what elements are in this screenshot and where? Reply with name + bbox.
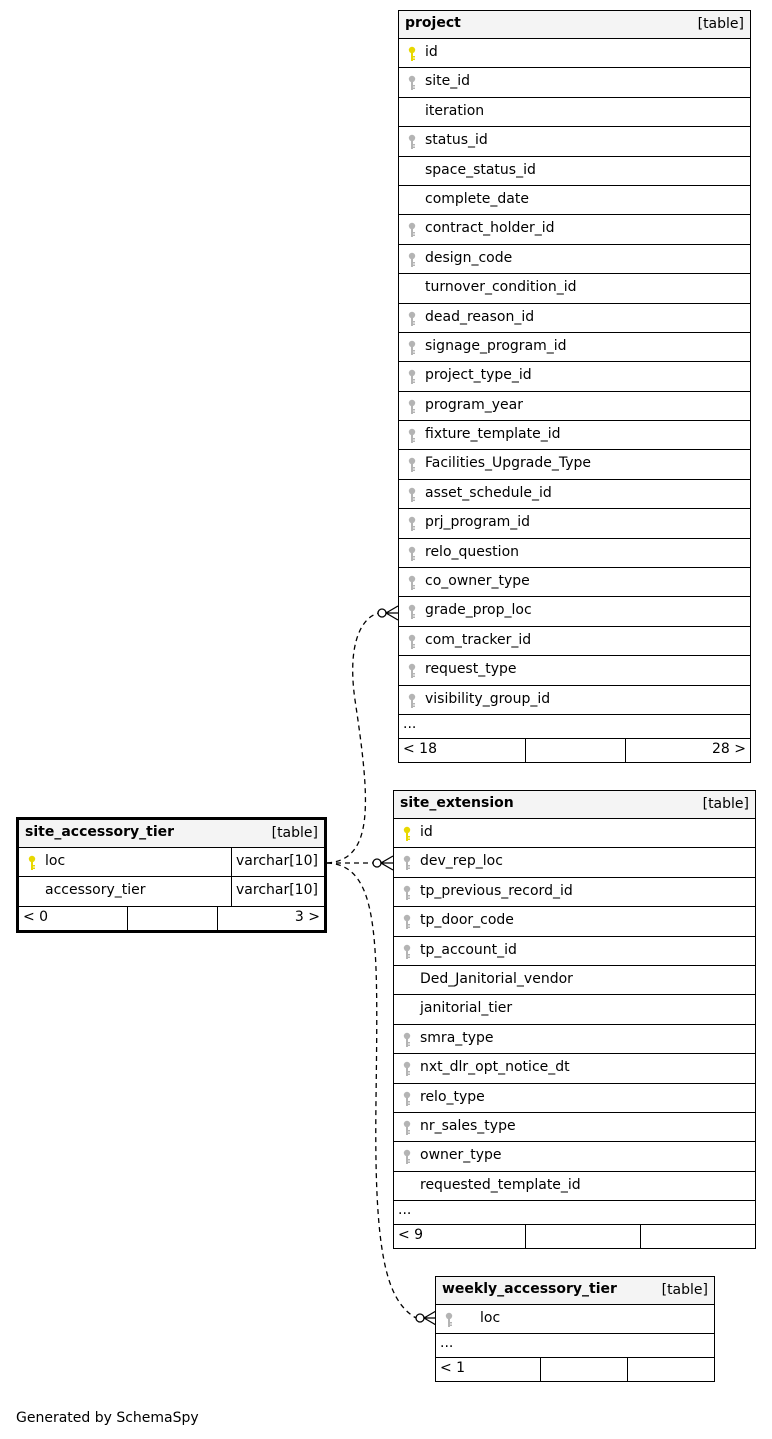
table-column-row[interactable] (399, 215, 750, 244)
foreign-key-icon (407, 604, 417, 620)
column-name: requested_template_id (420, 1176, 581, 1193)
column-name: iteration (425, 102, 485, 119)
primary-key-icon (402, 826, 412, 842)
foreign-key-icon (402, 1091, 412, 1107)
column-name: co_owner_type (425, 573, 530, 590)
column-name: project_type_id (425, 367, 532, 384)
foreign-key-icon (407, 399, 417, 415)
column-type: varchar[10] (231, 848, 318, 876)
table-column-row[interactable] (399, 362, 750, 391)
parent-count[interactable]: < 9 (398, 1227, 424, 1244)
table-header (399, 11, 750, 39)
column-name: grade_prop_loc (425, 602, 532, 619)
table-column-row[interactable] (399, 480, 750, 509)
table-type: [table] (702, 796, 749, 812)
table-column-row[interactable] (394, 848, 755, 877)
foreign-key-icon (402, 1149, 412, 1165)
column-name: design_code (425, 249, 513, 266)
table-column-row[interactable] (399, 392, 750, 421)
table-column-row[interactable] (399, 333, 750, 362)
table-column-row[interactable] (399, 686, 750, 715)
foreign-key-icon (444, 1312, 454, 1328)
table-column-row[interactable] (399, 656, 750, 685)
column-name: tp_door_code (420, 912, 514, 929)
column-name: dead_reason_id (425, 308, 535, 325)
table-name[interactable]: weekly_accessory_tier (442, 1281, 617, 1297)
table-column-row[interactable] (394, 1142, 755, 1171)
child-count[interactable]: 28 > (712, 740, 746, 757)
foreign-key-icon (402, 855, 412, 871)
column-name: contract_holder_id (425, 220, 555, 237)
table-column-row[interactable] (394, 1025, 755, 1054)
column-name: janitorial_tier (420, 1000, 513, 1017)
link-optional-marker (378, 609, 386, 617)
column-name: com_tracker_id (425, 631, 532, 648)
link-to-project-grade-prop-loc (327, 613, 382, 863)
column-type: varchar[10] (231, 877, 318, 905)
table-column-row[interactable] (399, 245, 750, 274)
table-column-row[interactable] (399, 509, 750, 538)
column-name: tp_account_id (420, 941, 517, 958)
column-name: space_status_id (425, 161, 536, 178)
table-column-row[interactable] (399, 421, 750, 450)
child-count[interactable]: 3 > (294, 908, 320, 925)
column-list (19, 848, 324, 907)
generated-by-caption[interactable]: Generated by SchemaSpy (16, 1410, 199, 1426)
table-header (436, 1277, 714, 1305)
link-crowfoot (381, 856, 393, 870)
table-name[interactable]: site_accessory_tier (25, 824, 175, 840)
column-name: prj_program_id (425, 514, 531, 531)
parent-count[interactable]: < 0 (23, 908, 49, 925)
column-name: signage_program_id (425, 337, 567, 354)
table-column-row[interactable] (394, 1113, 755, 1142)
table-column-row[interactable] (399, 98, 750, 127)
foreign-key-icon (407, 369, 417, 385)
table-footer (436, 1358, 714, 1381)
table-footer (399, 739, 750, 762)
foreign-key-icon (407, 222, 417, 238)
column-name: Facilities_Upgrade_Type (425, 455, 592, 472)
column-name: complete_date (425, 190, 529, 207)
table-column-row[interactable] (436, 1305, 714, 1334)
column-list (399, 39, 750, 715)
foreign-key-icon (407, 311, 417, 327)
table-column-row[interactable] (399, 186, 750, 215)
table-column-row[interactable] (399, 304, 750, 333)
table-column-row[interactable] (399, 597, 750, 626)
table-column-row[interactable] (394, 907, 755, 936)
foreign-key-icon (407, 663, 417, 679)
column-name: id (420, 824, 433, 840)
column-name: status_id (425, 132, 488, 149)
table-type: [table] (697, 16, 744, 32)
column-name: accessory_tier (45, 882, 146, 899)
column-name: request_type (425, 661, 517, 678)
table-column-row[interactable] (394, 1084, 755, 1113)
table-name[interactable]: project (405, 15, 461, 31)
column-name: fixture_template_id (425, 426, 561, 443)
foreign-key-icon (407, 252, 417, 268)
table-type: [table] (661, 1282, 708, 1298)
primary-key-icon (407, 46, 417, 62)
foreign-key-icon (402, 1120, 412, 1136)
table-column-row[interactable] (394, 995, 755, 1024)
table-column-row[interactable] (394, 878, 755, 907)
foreign-key-icon (407, 487, 417, 503)
column-name: relo_type (420, 1088, 485, 1105)
table-project[interactable] (398, 10, 751, 763)
table-column-row[interactable] (399, 627, 750, 656)
foreign-key-icon (407, 457, 417, 473)
table-column-row[interactable] (394, 819, 755, 848)
table-column-row[interactable] (399, 68, 750, 97)
link-crowfoot (386, 606, 398, 620)
table-column-row[interactable] (399, 127, 750, 156)
primary-key-icon (27, 855, 37, 871)
table-column-row[interactable] (394, 1054, 755, 1083)
table-column-row[interactable] (399, 157, 750, 186)
foreign-key-icon (402, 1032, 412, 1048)
more-columns: ... (394, 1201, 755, 1225)
table-column-row[interactable] (394, 966, 755, 995)
foreign-key-icon (402, 914, 412, 930)
table-column-row[interactable] (19, 848, 324, 877)
table-column-row[interactable] (394, 937, 755, 966)
table-header (394, 791, 755, 819)
foreign-key-icon (407, 546, 417, 562)
foreign-key-icon (402, 944, 412, 960)
table-footer (394, 1225, 755, 1248)
table-site-extension[interactable] (393, 790, 756, 1249)
table-column-row[interactable] (399, 450, 750, 479)
table-type: [table] (271, 825, 318, 841)
foreign-key-icon (402, 1061, 412, 1077)
column-list (394, 819, 755, 1201)
column-name: nxt_dlr_opt_notice_dt (420, 1059, 570, 1076)
column-name: owner_type (420, 1147, 502, 1164)
column-name: relo_question (425, 543, 520, 560)
column-name: program_year (425, 396, 523, 413)
column-name: visibility_group_id (425, 690, 551, 707)
column-name: asset_schedule_id (425, 484, 552, 501)
column-name: loc (480, 1310, 501, 1326)
column-name: loc (45, 853, 66, 869)
table-column-row[interactable] (19, 877, 324, 906)
foreign-key-icon (407, 340, 417, 356)
link-optional-marker (373, 859, 381, 867)
parent-count[interactable]: < 1 (440, 1360, 466, 1377)
column-name: site_id (425, 73, 471, 90)
column-name: id (425, 44, 438, 60)
foreign-key-icon (407, 428, 417, 444)
table-footer (19, 907, 324, 930)
table-header (19, 820, 324, 848)
table-site-accessory-tier[interactable] (16, 817, 327, 933)
table-name[interactable]: site_extension (400, 795, 514, 811)
foreign-key-icon (402, 885, 412, 901)
foreign-key-icon (407, 634, 417, 650)
link-optional-marker (416, 1314, 424, 1322)
table-weekly-accessory-tier[interactable] (435, 1276, 715, 1382)
foreign-key-icon (407, 693, 417, 709)
column-list (436, 1305, 714, 1334)
table-column-row[interactable] (399, 274, 750, 303)
column-name: smra_type (420, 1029, 494, 1046)
column-name: Ded_Janitorial_vendor (420, 970, 573, 987)
column-name: nr_sales_type (420, 1117, 516, 1134)
more-columns: ... (399, 715, 750, 739)
column-name: dev_rep_loc (420, 853, 503, 870)
column-name: turnover_condition_id (425, 279, 577, 296)
table-column-row[interactable] (399, 39, 750, 68)
column-name: tp_previous_record_id (420, 882, 573, 899)
foreign-key-icon (407, 516, 417, 532)
table-column-row[interactable] (394, 1172, 755, 1201)
foreign-key-icon (407, 575, 417, 591)
table-column-row[interactable] (399, 568, 750, 597)
table-column-row[interactable] (399, 539, 750, 568)
parent-count[interactable]: < 18 (403, 740, 437, 757)
more-columns: ... (436, 1334, 714, 1358)
foreign-key-icon (407, 134, 417, 150)
foreign-key-icon (407, 75, 417, 91)
